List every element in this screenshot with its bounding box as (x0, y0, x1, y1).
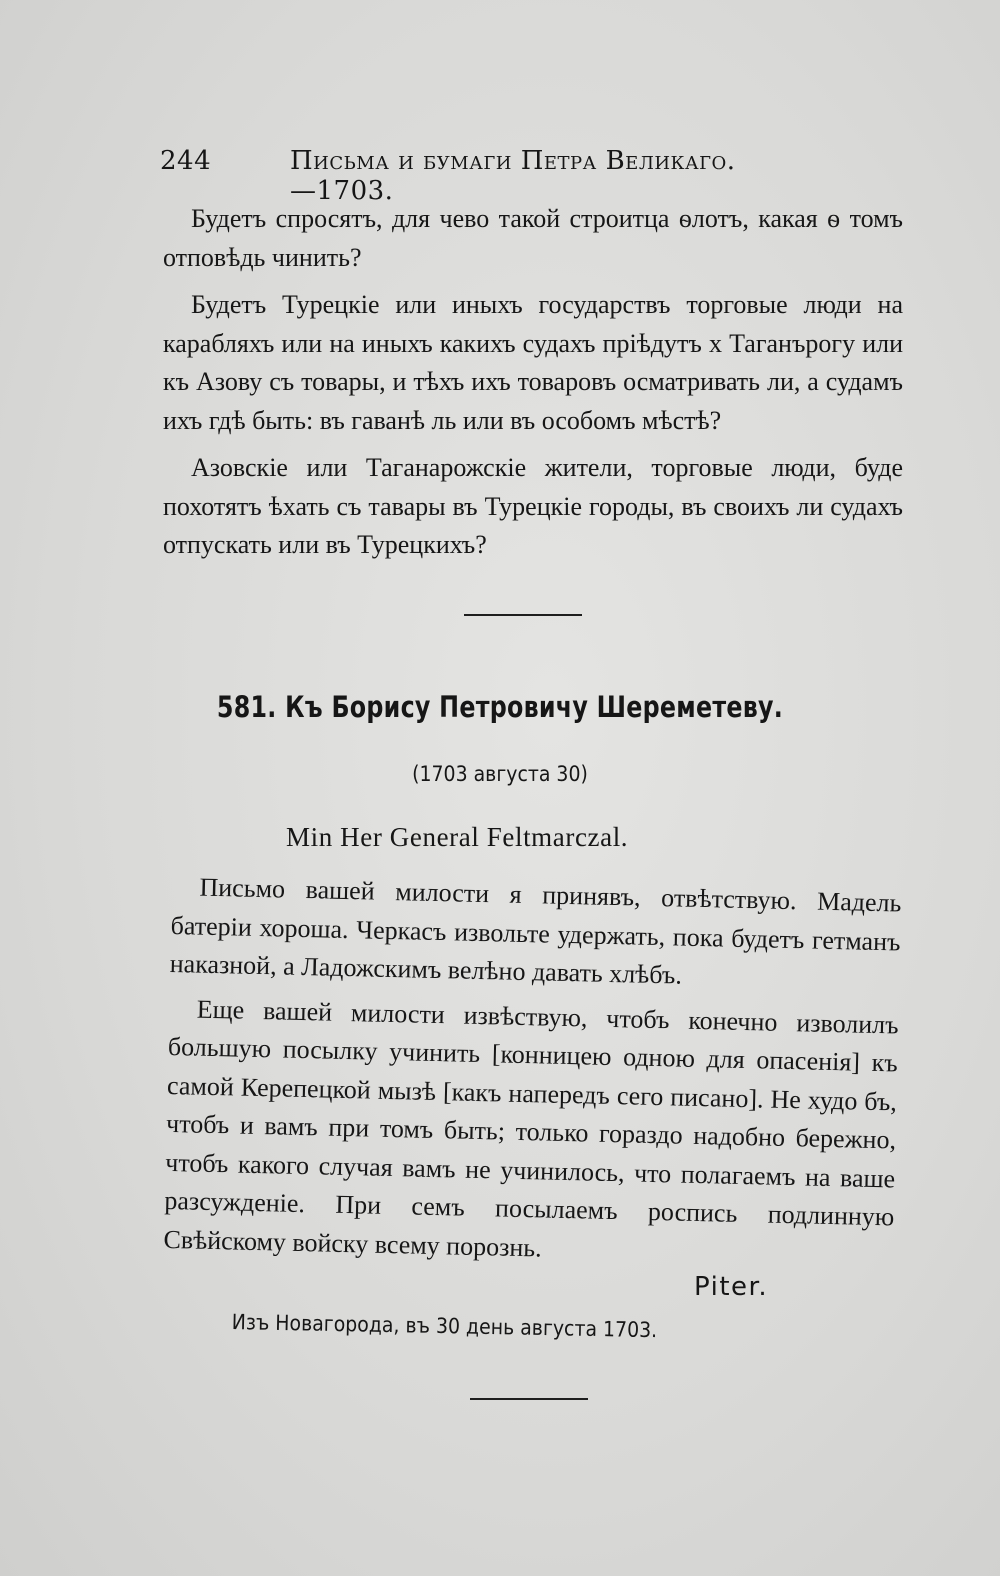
page-number: 244 (160, 146, 212, 176)
paragraph: Письмо вашей милости я принявъ, отвѣтствую. Мадель батеріи хороша. Черкасъ извольте удержать, пока будетъ гетманъ наказной, а Ладожскимъ велѣно давать хлѣбъ. (169, 872, 902, 990)
running-title: Письма и бумаги Петра Великаго.—1703. (290, 146, 736, 206)
section-divider (464, 614, 582, 616)
running-header (160, 146, 750, 206)
salutation: Min Her General Feltmarczal. (286, 822, 629, 852)
paragraph: Будетъ спросятъ, для чево такой строитца ѳлотъ, какая ѳ томъ отповѣдь чинить? (163, 204, 903, 272)
intro-text (163, 200, 903, 574)
paragraph: Будетъ Турецкіе или иныхъ государствъ торговые люди на карабляхъ или на иныхъ какихъ судахъ пріѣдутъ х Таганърогу или къ Азову съ товары, и тѣхъ ихъ товаровъ осматривать ли, а судамъ ихъ гдѣ быть: въ гаванѣ ль или въ особомъ мѣстѣ? (163, 290, 903, 435)
document-date: (1703 августа 30) (412, 762, 588, 786)
signature: Piter. (694, 1272, 769, 1302)
place-and-date: Изъ Новагорода, въ 30 день августа 1703. (231, 1310, 658, 1343)
document-heading: 581. Къ Борису Петровичу Шереметеву. (216, 690, 784, 724)
paragraph: Азовскіе или Таганарожскіе жители, торговые люди, буде похотятъ ѣхать съ тавары въ Турецкіе городы, въ своихъ ли судахъ отпускать или въ Турецкихъ? (163, 453, 903, 559)
letter-body (163, 868, 902, 1281)
paragraph: Еще вашей милости извѣствую, чтобъ конечно изволилъ большую посылку учинить [конницею одною для опасенія] къ самой Керепецкой мызѣ [какъ напередъ сего писано]. Не худо бъ, чтобъ и вамъ при томъ быть; только гораздо надобно бережно, чтобъ какого случая вамъ не учинилось, что полагаемъ на ваше разсужденіе. При семъ посылаемъ роспись подлинную Свѣйскому войску всему порознь. (163, 994, 899, 1262)
end-divider (470, 1398, 588, 1400)
